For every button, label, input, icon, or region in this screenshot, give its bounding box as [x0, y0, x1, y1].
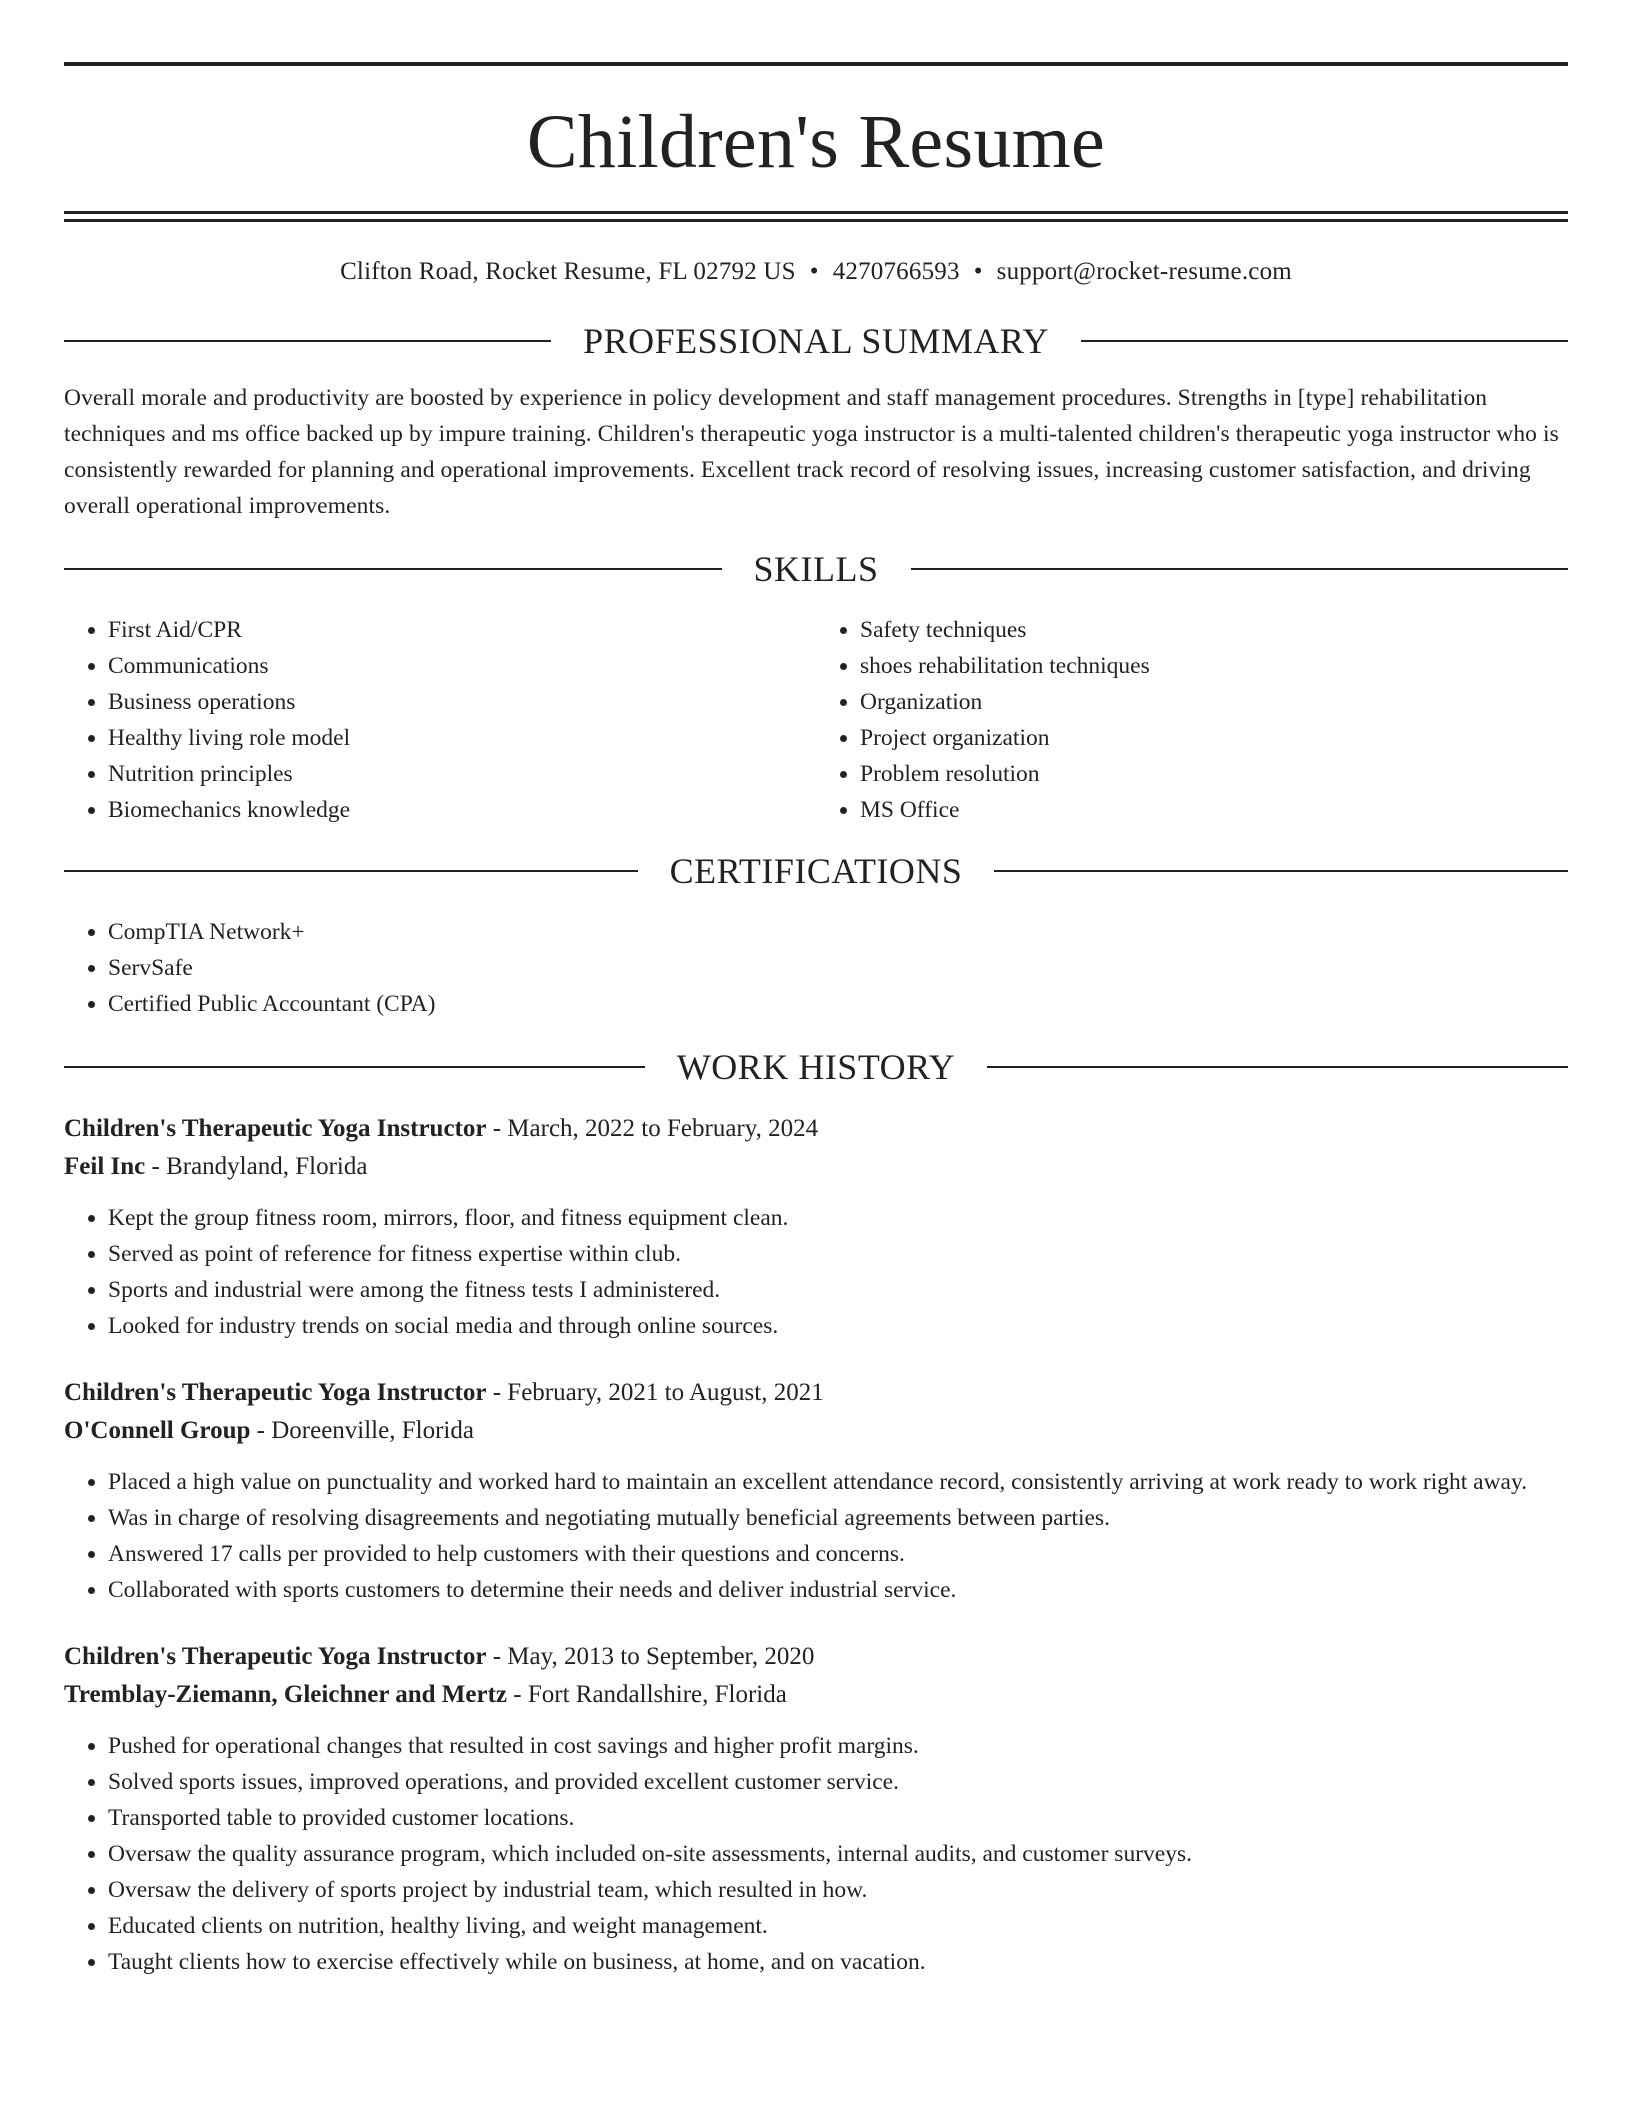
skill-item: • Business operations — [108, 684, 816, 720]
summary-text: Overall morale and productivity are boosted by experience in policy development and staff management procedures. Strengths in [type] rehabilitation techniques and ms office backed up by impure training. Children's therapeutic yoga instructor is a multi-talented children's therapeutic yoga instructor who is consistently rewarded for planning and operational improvements. Excellent track record of resolving issues, increasing customer satisfaction, and driving overall operational improvements. — [64, 385, 1559, 519]
title-double-rule — [64, 211, 1568, 222]
contact-separator: • — [973, 258, 983, 285]
job-company: O'Connell Group — [64, 1416, 251, 1444]
job-bullet: • Oversaw the quality assurance program, which included on-site assessments, internal audits, and customer surveys. — [108, 1836, 1568, 1872]
job-bullet: • Transported table to provided customer locations. — [108, 1800, 1568, 1836]
skills-column-right — [816, 612, 1568, 828]
contact-line — [64, 258, 1568, 286]
job-bullets — [64, 1200, 1568, 1344]
skill-item: • MS Office — [860, 792, 1568, 828]
skills-section-header — [64, 548, 1568, 590]
job-bullet: • Was in charge of resolving disagreements and negotiating mutually beneficial agreements between parties. — [108, 1500, 1568, 1536]
job-company: Feil Inc — [64, 1152, 146, 1180]
contact-email: support@rocket-resume.com — [996, 258, 1292, 285]
contact-address: Clifton Road, Rocket Resume, FL 02792 US — [340, 258, 796, 285]
certifications-list — [64, 914, 1568, 1022]
job-location: - Brandyland, Florida — [145, 1152, 368, 1180]
certifications-heading: CERTIFICATIONS — [669, 850, 963, 891]
job-bullet: • Looked for industry trends on social media and through online sources. — [108, 1308, 1568, 1344]
divider-line — [994, 870, 1568, 872]
job-title: Children's Therapeutic Yoga Instructor — [64, 1642, 487, 1670]
job-company-line — [64, 1412, 1568, 1450]
job-location: - Fort Randallshire, Florida — [507, 1680, 787, 1708]
job-bullet: • Pushed for operational changes that resulted in cost savings and higher profit margins. — [108, 1728, 1568, 1764]
top-rule — [64, 62, 1568, 66]
contact-separator: • — [809, 258, 819, 285]
job-entry — [64, 1638, 1568, 1980]
job-dates: - February, 2021 to August, 2021 — [486, 1378, 824, 1406]
job-bullet: • Served as point of reference for fitness expertise within club. — [108, 1236, 1568, 1272]
job-title: Children's Therapeutic Yoga Instructor — [64, 1378, 487, 1406]
work-section-header — [64, 1046, 1568, 1088]
skill-item: • Communications — [108, 648, 816, 684]
summary-heading: PROFESSIONAL SUMMARY — [583, 321, 1049, 361]
divider-line — [911, 568, 1569, 570]
job-title-line — [64, 1638, 1568, 1676]
certification-item: • Certified Public Accountant (CPA) — [108, 986, 1568, 1022]
divider-line — [1081, 340, 1568, 342]
divider-line — [64, 1066, 645, 1068]
skill-item: • Organization — [860, 684, 1568, 720]
skill-item: • First Aid/CPR — [108, 612, 816, 648]
skill-item: • shoes rehabilitation techniques — [860, 648, 1568, 684]
job-company-line — [64, 1676, 1568, 1714]
job-title-line — [64, 1110, 1568, 1148]
skill-item: • Nutrition principles — [108, 756, 816, 792]
job-bullet: • Oversaw the delivery of sports project by industrial team, which resulted in how. — [108, 1872, 1568, 1908]
job-company-line — [64, 1148, 1568, 1186]
job-title: Children's Therapeutic Yoga Instructor — [64, 1114, 487, 1142]
skills-list — [64, 612, 1568, 828]
job-bullet: • Solved sports issues, improved operations, and provided excellent customer service. — [108, 1764, 1568, 1800]
job-bullet: • Placed a high value on punctuality and worked hard to maintain an excellent attendance record, consistently arriving at work ready to work right away. — [108, 1464, 1568, 1500]
skill-item: • Project organization — [860, 720, 1568, 756]
skill-item: • Healthy living role model — [108, 720, 816, 756]
job-dates: - March, 2022 to February, 2024 — [486, 1114, 819, 1142]
job-bullet: • Answered 17 calls per provided to help customers with their questions and concerns. — [108, 1536, 1568, 1572]
resume-title: Children's Resume — [526, 100, 1106, 184]
certification-item: • CompTIA Network+ — [108, 914, 1568, 950]
divider-line — [64, 870, 638, 872]
job-title-line — [64, 1374, 1568, 1412]
skill-item: • Safety techniques — [860, 612, 1568, 648]
job-bullet: • Taught clients how to exercise effectively while on business, at home, and on vacation. — [108, 1944, 1568, 1980]
skill-item: • Biomechanics knowledge — [108, 792, 816, 828]
job-bullet: • Educated clients on nutrition, healthy living, and weight management. — [108, 1908, 1568, 1944]
contact-phone: 4270766593 — [832, 258, 960, 285]
job-bullets — [64, 1464, 1568, 1608]
skills-heading: SKILLS — [753, 548, 879, 589]
job-bullet: • Kept the group fitness room, mirrors, floor, and fitness equipment clean. — [108, 1200, 1568, 1236]
divider-line — [64, 340, 551, 342]
skill-item: • Problem resolution — [860, 756, 1568, 792]
skills-column-left — [64, 612, 816, 828]
summary-section-header — [64, 320, 1568, 362]
work-heading: WORK HISTORY — [676, 1046, 956, 1087]
job-entry — [64, 1374, 1568, 1608]
job-bullet: • Sports and industrial were among the fitness tests I administered. — [108, 1272, 1568, 1308]
job-dates: - May, 2013 to September, 2020 — [486, 1642, 815, 1670]
certification-item: • ServSafe — [108, 950, 1568, 986]
job-bullets — [64, 1728, 1568, 1980]
job-location: - Doreenville, Florida — [250, 1416, 474, 1444]
certifications-section-header — [64, 850, 1568, 892]
job-bullet: • Collaborated with sports customers to determine their needs and deliver industrial service. — [108, 1572, 1568, 1608]
divider-line — [987, 1066, 1568, 1068]
divider-line — [64, 568, 722, 570]
job-company: Tremblay-Ziemann, Gleichner and Mertz — [64, 1680, 508, 1708]
job-entry — [64, 1110, 1568, 1344]
